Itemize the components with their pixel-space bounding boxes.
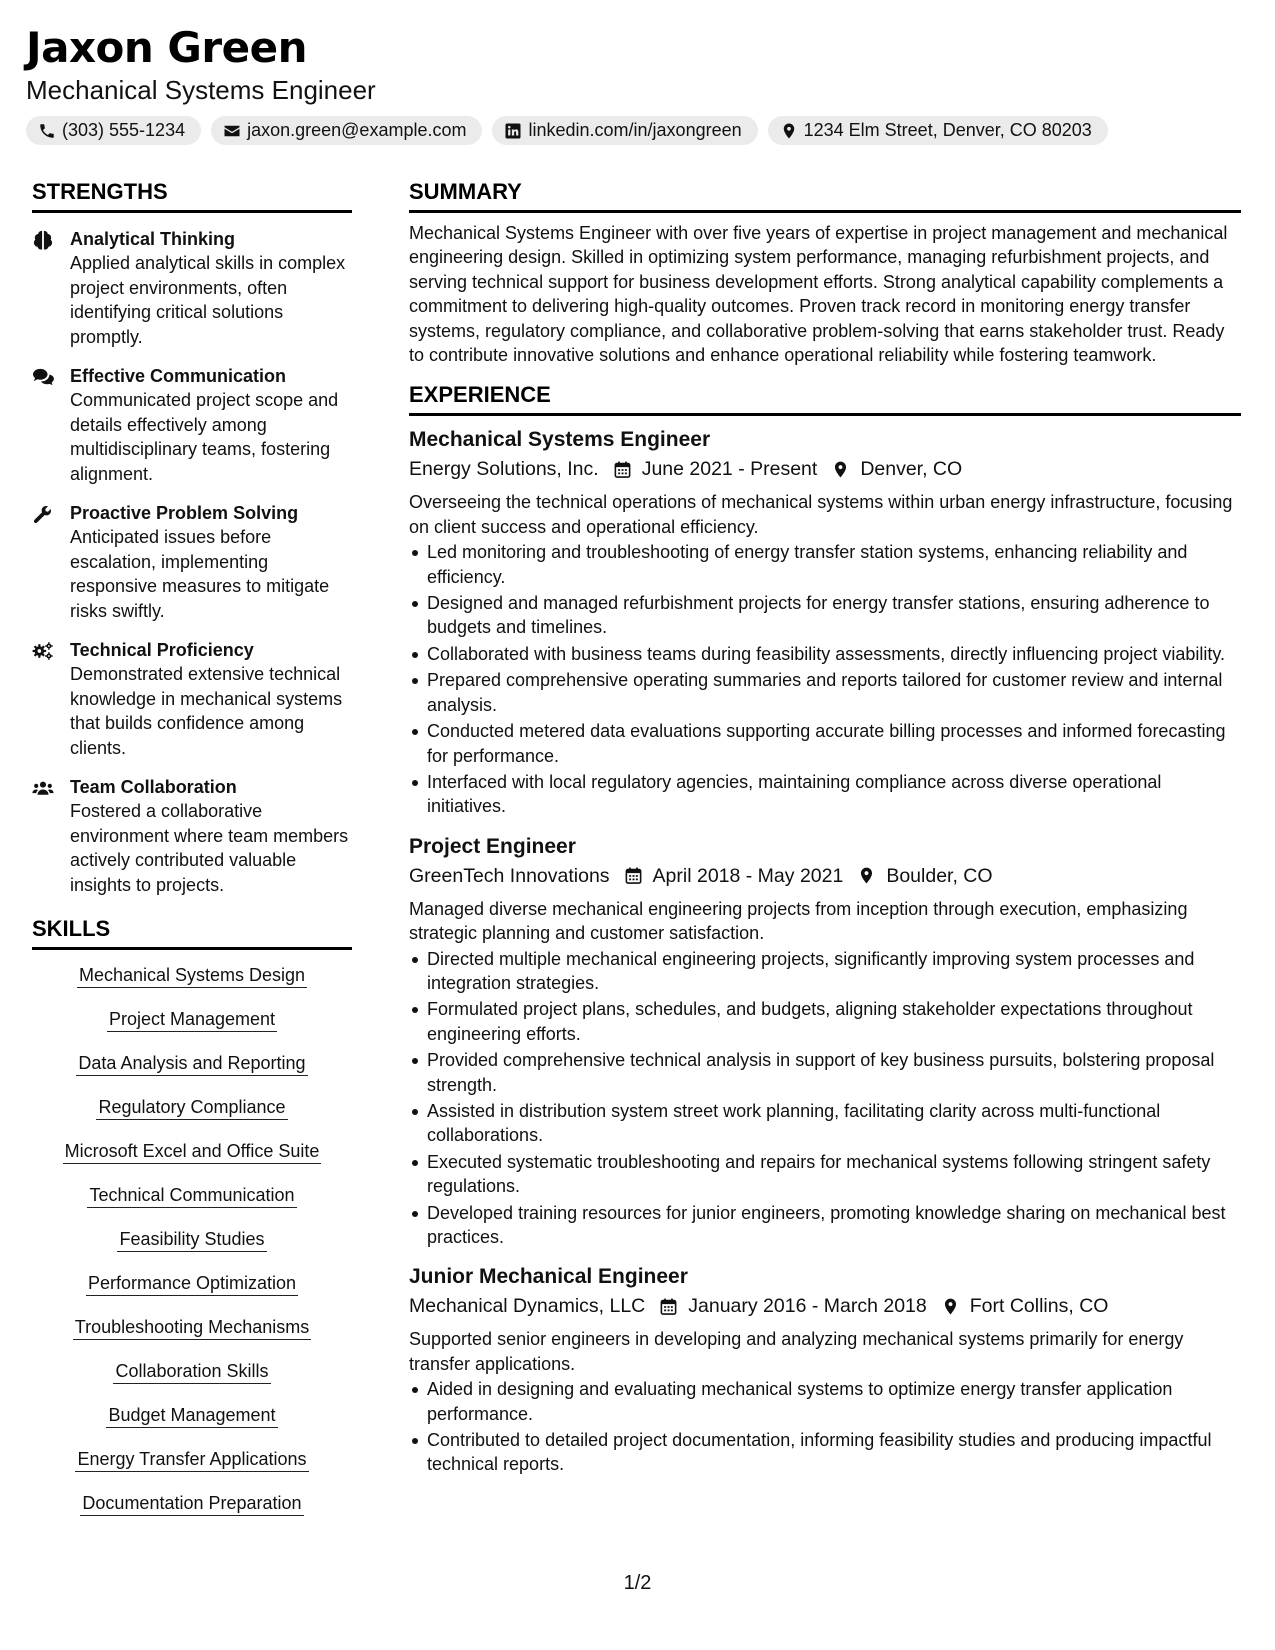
skill-item: Troubleshooting Mechanisms (73, 1316, 311, 1340)
bullet-item: Assisted in distribution system street work planning, facilitating clarity across multi-functional collaborations. (427, 1099, 1241, 1148)
page-number: 1/2 (623, 1572, 652, 1594)
job-meta (409, 1291, 1241, 1321)
strength-item (32, 227, 352, 349)
strength-title: Effective Communication (70, 366, 287, 386)
job-title: Junior Mechanical Engineer (409, 1265, 688, 1289)
job-bullets (409, 1377, 1241, 1477)
strengths-list (32, 227, 352, 897)
strength-item (32, 638, 352, 760)
candidate-name: Jaxon Green (26, 23, 307, 72)
job-description: Supported senior engineers in developing and analyzing mechanical systems primarily for energy transfer applications. (409, 1329, 1184, 1374)
job-title: Project Engineer (409, 834, 576, 858)
bullet-item: Executed systematic troubleshooting and repairs for mechanical systems following stringent safety regulations. (427, 1150, 1241, 1199)
skill-item: Documentation Preparation (80, 1492, 303, 1516)
calendar-icon (624, 866, 643, 885)
map-marker-icon (831, 460, 850, 479)
cogs-icon (32, 641, 54, 661)
job-bullets (409, 947, 1241, 1250)
skill-item: Mechanical Systems Design (77, 964, 307, 988)
job-company: GreenTech Innovations (409, 864, 610, 887)
bullet-item: Led monitoring and troubleshooting of energy transfer station systems, enhancing reliability and efficiency. (427, 540, 1241, 589)
address-text: 1234 Elm Street, Denver, CO 80203 (803, 120, 1092, 140)
skill-item: Data Analysis and Reporting (76, 1052, 307, 1076)
job-meta (409, 454, 1241, 484)
job-bullets (409, 540, 1241, 818)
job-description: Managed diverse mechanical engineering projects from inception through execution, emphasizing strategic planning and customer satisfaction. (409, 898, 1188, 944)
bullet-item: Interfaced with local regulatory agencies, maintaining compliance across diverse operational initiatives. (427, 770, 1241, 819)
contact-bar (26, 116, 1246, 145)
strength-desc: Fostered a collaborative environment where team members actively contributed valuable insights to projects. (70, 801, 349, 895)
summary-text: Mechanical Systems Engineer with over five years of expertise in project management and mechanical engineering design. Skilled in optimizing system performance, managing refurbishment projects, and serving technical support for business development efforts. Strong analytical capability complements a commitment to delivering high-quality outcomes. Proven track record in monitoring energy transfer systems, regulatory compliance, and collaborative problem-solving that earns stakeholder trust. Ready to contribute innovative solutions and enhance operational reliability while fostering teamwork. (409, 223, 1228, 366)
job-company: Energy Solutions, Inc. (409, 458, 599, 481)
bullet-item: Directed multiple mechanical engineering projects, significantly improving system processes and integration strategies. (427, 947, 1241, 996)
contact-email[interactable] (211, 116, 482, 145)
left-column (32, 178, 352, 1536)
email-text: jaxon.green@example.com (247, 120, 467, 140)
skill-item: Feasibility Studies (117, 1228, 266, 1252)
experience-heading: EXPERIENCE (409, 381, 1241, 416)
bullet-item: Formulated project plans, schedules, and budgets, aligning stakeholder expectations throughout engineering efforts. (427, 997, 1241, 1046)
skill-item: Regulatory Compliance (96, 1096, 287, 1120)
job-company: Mechanical Dynamics, LLC (409, 1295, 646, 1318)
envelope-icon (223, 122, 241, 140)
job-description: Overseeing the technical operations of mechanical systems within urban energy infrastructure, focusing on client success and operational efficiency. (409, 492, 1233, 537)
skills-list (32, 964, 352, 1516)
strength-item (32, 775, 352, 897)
strength-desc: Communicated project scope and details effectively among multidisciplinary teams, fostering alignment. (70, 390, 339, 484)
bullet-item: Developed training resources for junior engineers, promoting knowledge sharing on mechanical best practices. (427, 1201, 1241, 1250)
map-marker-icon (857, 866, 876, 885)
strength-title: Analytical Thinking (70, 229, 236, 249)
strength-item (32, 501, 352, 623)
wrench-icon (32, 504, 54, 524)
job-location: Denver, CO (860, 458, 963, 481)
job-dates: April 2018 - May 2021 (652, 864, 844, 887)
job-dates: June 2021 - Present (641, 458, 818, 481)
bullet-item: Conducted metered data evaluations supporting accurate billing processes and informed forecasting for performance. (427, 719, 1241, 768)
job-location: Boulder, CO (886, 864, 993, 887)
job-dates: January 2016 - March 2018 (688, 1295, 927, 1318)
calendar-icon (659, 1297, 678, 1316)
linkedin-icon (504, 122, 522, 140)
map-marker-icon (780, 122, 798, 140)
strengths-heading: STRENGTHS (32, 178, 352, 213)
summary-heading: SUMMARY (409, 178, 1241, 213)
contact-address[interactable] (768, 116, 1108, 145)
bullet-item: Contributed to detailed project documentation, informing feasibility studies and producing impactful technical reports. (427, 1428, 1241, 1477)
bullet-item: Designed and managed refurbishment projects for energy transfer stations, ensuring adherence to budgets and timelines. (427, 591, 1241, 640)
bullet-item: Aided in designing and evaluating mechanical systems to optimize energy transfer application performance. (427, 1377, 1241, 1426)
skills-heading: SKILLS (32, 915, 352, 950)
bullet-item: Provided comprehensive technical analysis in support of key business pursuits, bolstering proposal strength. (427, 1048, 1241, 1097)
skill-item: Collaboration Skills (113, 1360, 270, 1384)
strength-title: Team Collaboration (70, 777, 237, 797)
skill-item: Microsoft Excel and Office Suite (63, 1140, 322, 1164)
skill-item: Project Management (107, 1008, 277, 1032)
job-entry (409, 1263, 1241, 1476)
bullet-item: Prepared comprehensive operating summaries and reports tailored for customer review and internal analysis. (427, 668, 1241, 717)
linkedin-text: linkedin.com/in/jaxongreen (528, 120, 742, 140)
contact-linkedin[interactable] (492, 116, 757, 145)
contact-phone[interactable] (26, 116, 201, 145)
candidate-title: Mechanical Systems Engineer (26, 75, 376, 105)
skill-item: Technical Communication (87, 1184, 296, 1208)
strength-title: Technical Proficiency (70, 640, 254, 660)
right-column (409, 178, 1241, 1479)
brain-icon (32, 230, 54, 250)
users-icon (32, 778, 54, 798)
job-meta (409, 861, 1241, 891)
comments-icon (32, 367, 54, 387)
strength-desc: Demonstrated extensive technical knowledge in mechanical systems that builds confidence among clients. (70, 664, 343, 758)
phone-icon (38, 122, 56, 140)
map-marker-icon (941, 1297, 960, 1316)
bullet-item: Collaborated with business teams during feasibility assessments, directly influencing project viability. (427, 642, 1241, 666)
skill-item: Budget Management (106, 1404, 277, 1428)
job-location: Fort Collins, CO (969, 1295, 1109, 1318)
skill-item: Energy Transfer Applications (75, 1448, 308, 1472)
calendar-icon (613, 460, 632, 479)
strength-desc: Applied analytical skills in complex project environments, often identifying critical solutions promptly. (70, 253, 346, 347)
skill-item: Performance Optimization (86, 1272, 298, 1296)
resume-header (26, 22, 1246, 145)
strength-title: Proactive Problem Solving (70, 503, 299, 523)
phone-text: (303) 555-1234 (62, 120, 186, 140)
job-title: Mechanical Systems Engineer (409, 428, 711, 452)
job-entry (409, 833, 1241, 1250)
strength-item (32, 364, 352, 486)
strength-desc: Anticipated issues before escalation, implementing responsive measures to mitigate risks swiftly. (70, 527, 330, 621)
job-entry (409, 426, 1241, 818)
